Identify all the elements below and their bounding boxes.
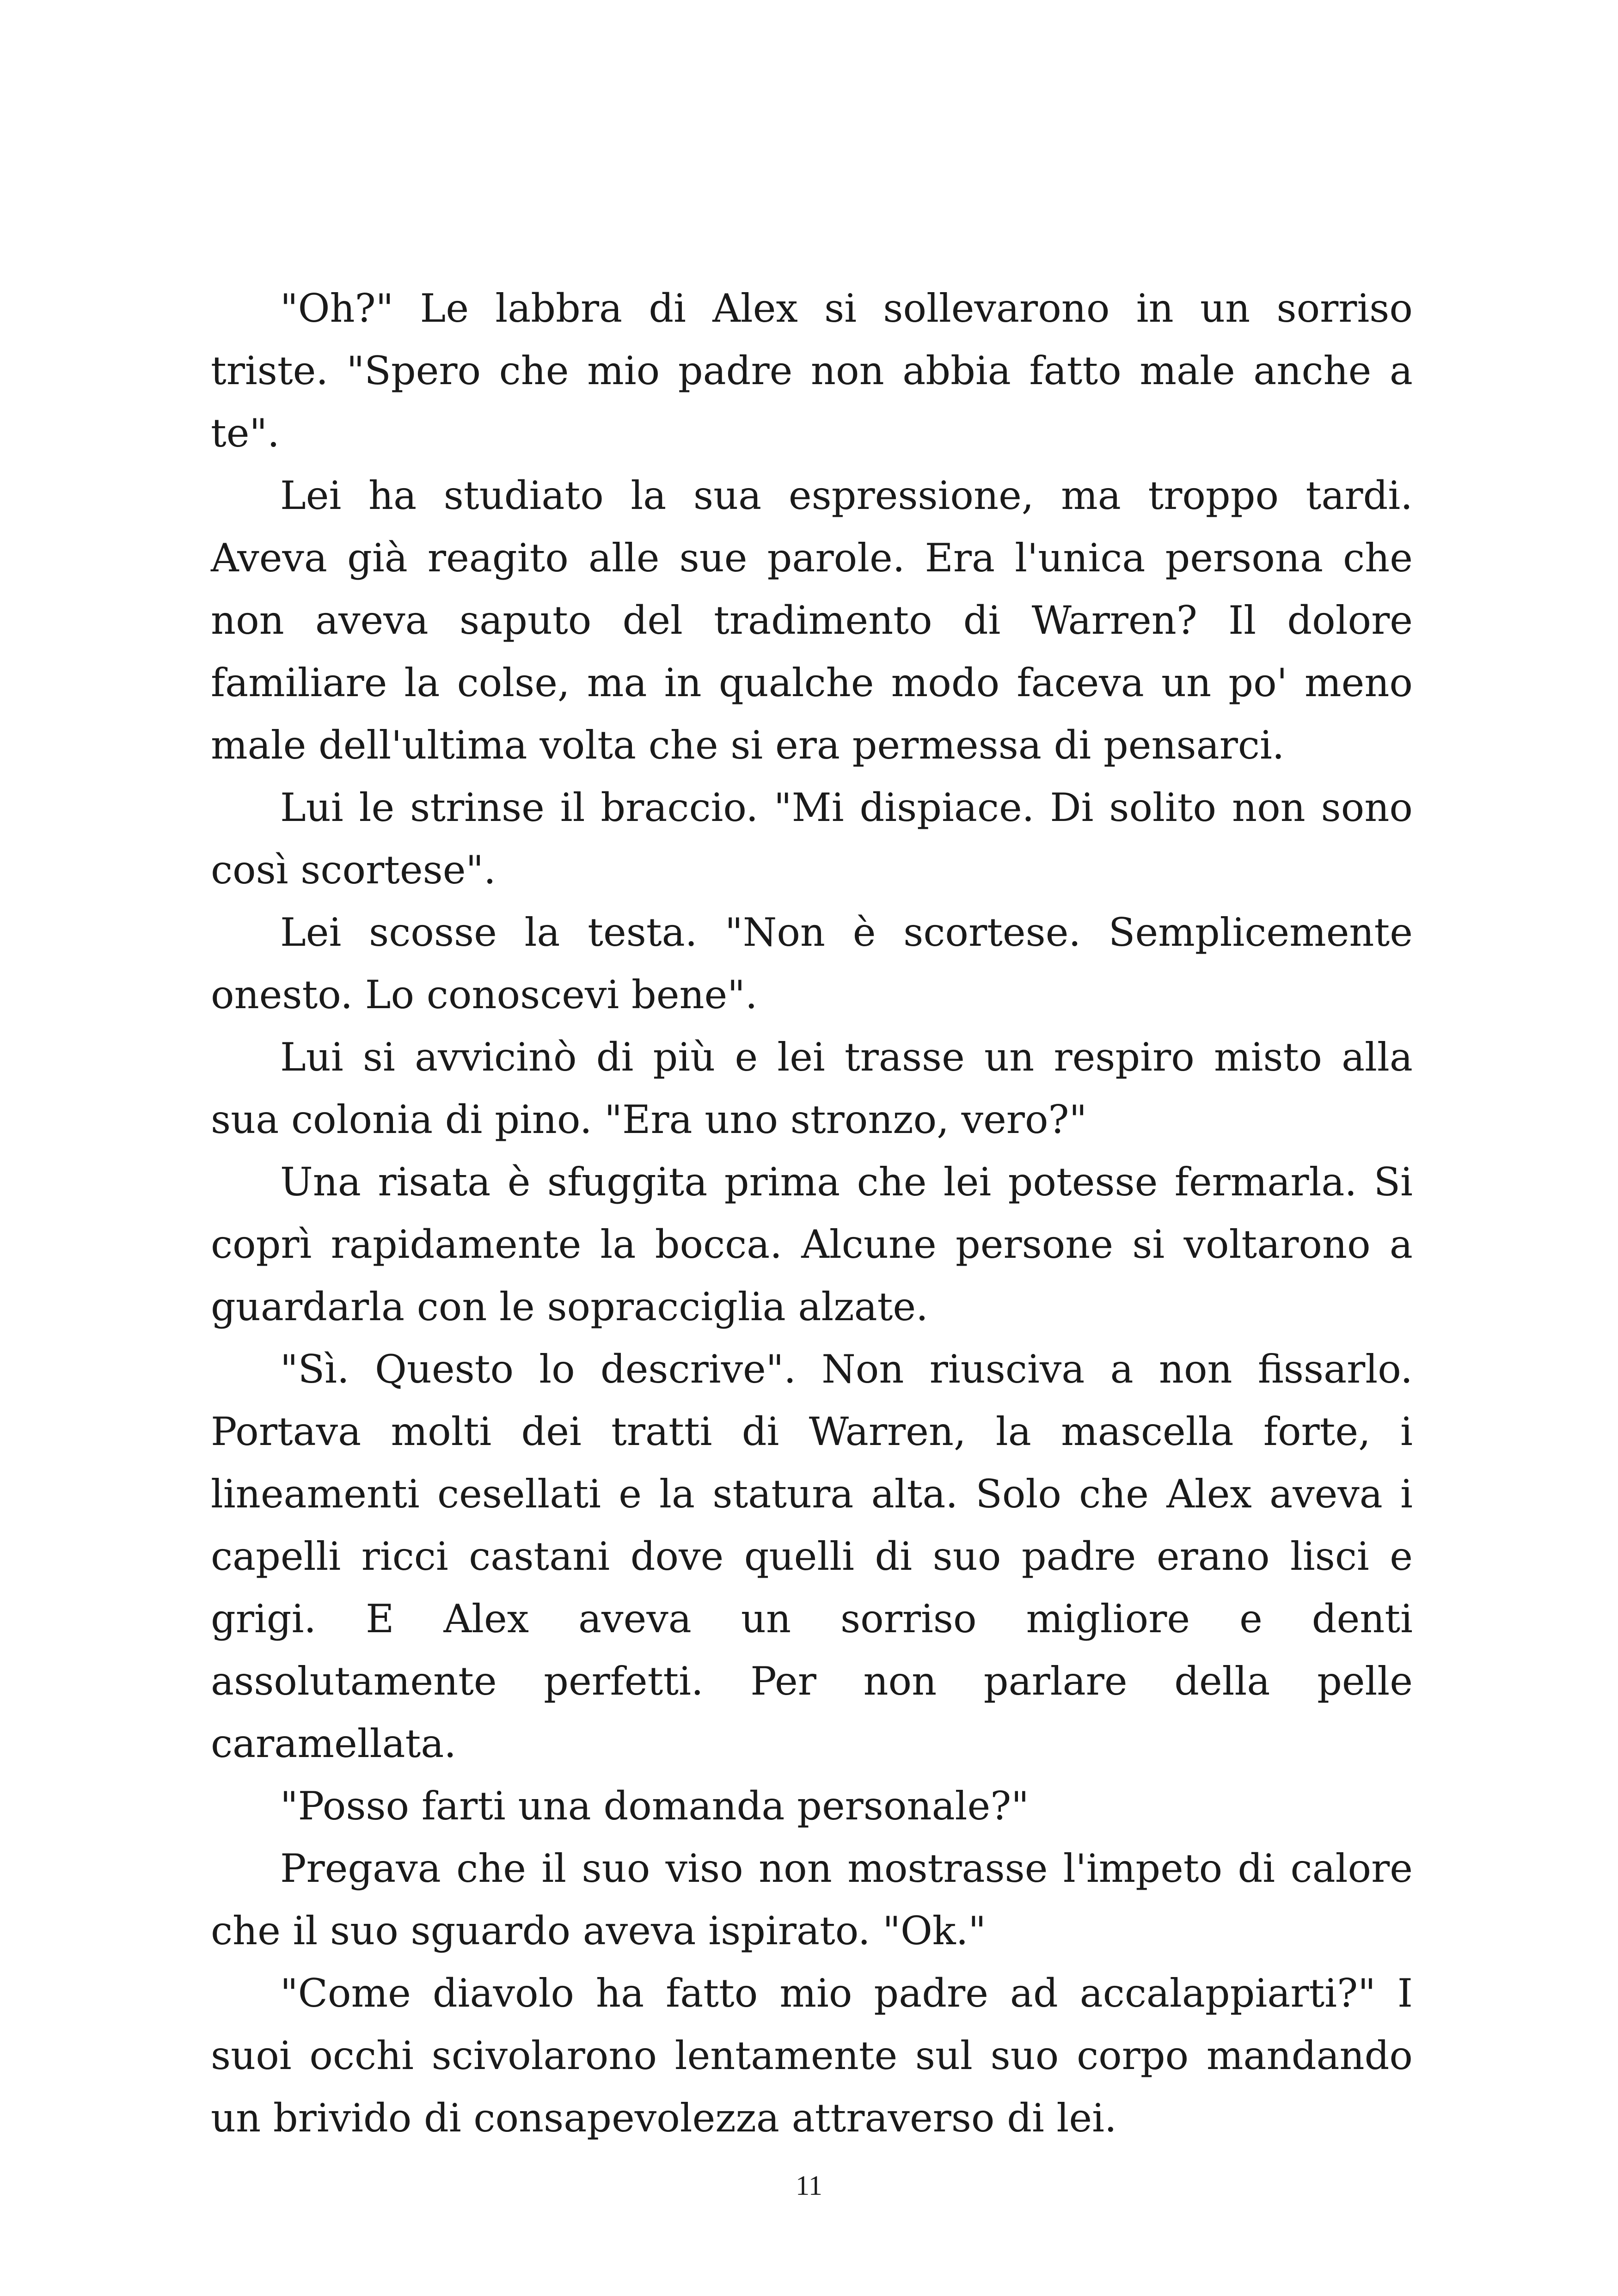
paragraph: Lui le strinse il braccio. "Mi dispiace. Di solito non sono così scortese".	[211, 785, 1413, 893]
paragraph: "Sì. Questo lo descrive". Non riusciva a non fissarlo. Portava molti dei tratti di Warren, la mascella forte, i lineamenti cesellati e la statura alta. Solo che Alex aveva i capelli ricci castani dove quelli di suo padre erano lisci e grigi. E Alex aveva un sorriso migliore e denti assolutamente perfetti. Per non parlare della pelle caramellata.	[211, 1347, 1413, 1766]
body-text	[211, 277, 1413, 2149]
page-number: 11	[796, 2170, 822, 2201]
paragraph: Lei ha studiato la sua espressione, ma troppo tardi. Aveva già reagito alle sue parole. Era l'unica persona che non aveva saputo del tradimento di Warren? Il dolore familiare la colse, ma in qualche modo faceva un po' meno male dell'ultima volta che si era permessa di pensarci.	[211, 473, 1413, 768]
paragraph: "Oh?" Le labbra di Alex si sollevarono in un sorriso triste. "Spero che mio padre non abbia fatto male anche a te".	[211, 286, 1413, 456]
paragraph: Lui si avvicinò di più e lei trasse un respiro misto alla sua colonia di pino. "Era uno stronzo, vero?"	[211, 1035, 1413, 1142]
paragraph: Una risata è sfuggita prima che lei potesse fermarla. Si coprì rapidamente la bocca. Alcune persone si voltarono a guardarla con le sopracciglia alzate.	[211, 1159, 1413, 1329]
paragraph: "Come diavolo ha fatto mio padre ad accalappiarti?" I suoi occhi scivolarono lentamente sul suo corpo mandando un brivido di consapevolezza attraverso di lei.	[211, 1971, 1413, 2141]
paragraph: Lei scosse la testa. "Non è scortese. Semplicemente onesto. Lo conoscevi bene".	[211, 910, 1413, 1017]
paragraph: Pregava che il suo viso non mostrasse l'impeto di calore che il suo sguardo aveva ispirato. "Ok."	[211, 1846, 1413, 1953]
paragraph: "Posso farti una domanda personale?"	[280, 1783, 1029, 1829]
